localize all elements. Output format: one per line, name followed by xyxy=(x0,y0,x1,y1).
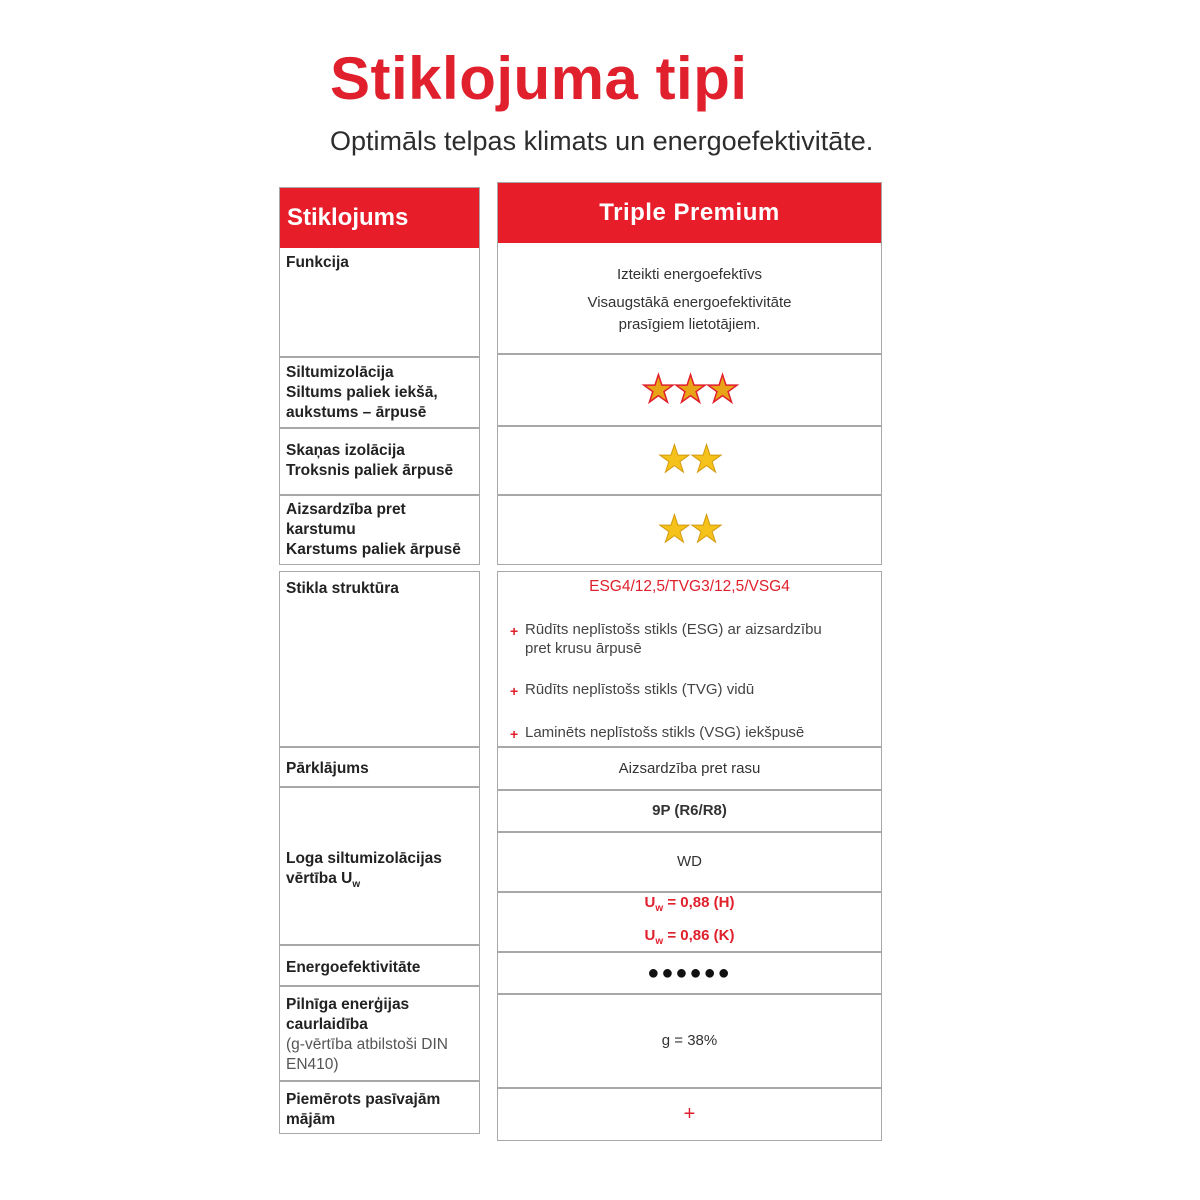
star-rating-icon: ★★★ xyxy=(641,369,738,411)
left-table-bottom xyxy=(279,571,480,1134)
list-item: + Rūdīts neplīstošs stikls (TVG) vidū xyxy=(510,681,755,699)
plus-icon: + xyxy=(683,1103,696,1125)
right-header-label: Triple Premium xyxy=(599,199,780,226)
struktura-value xyxy=(498,572,881,746)
row-label-funkcija: Funkcija xyxy=(286,254,349,271)
karstums-rating xyxy=(498,496,881,564)
caurlaidiba-value: g = 38% xyxy=(661,1032,718,1049)
right-table-bottom xyxy=(497,571,882,1141)
uw-profile: 9P (R6/R8) xyxy=(652,802,727,819)
list-item: + Laminēts neplīstošs stikls (VSG) iekšpusē xyxy=(510,724,805,742)
uw-type: WD xyxy=(677,853,702,870)
pasivajam-value xyxy=(498,1089,881,1139)
row-label-uw: Loga siltumizolācijas vērtība $U_w$ xyxy=(286,850,442,891)
energo-rating xyxy=(498,953,881,993)
star-rating-icon: ★★ xyxy=(657,439,722,481)
row-label-parklajums: Pārklājums xyxy=(286,760,369,777)
right-header xyxy=(498,183,881,243)
glass-code: ESG4/12,5/TVG3/12,5/VSG4 xyxy=(589,578,790,595)
funkcija-value: Izteikti energoefektīvs Visaugstākā energoefektivitāte prasīgiem lietotājiem. xyxy=(587,266,792,333)
row-label-skanas: Skaņas izolācija Troksnis paliek ārpusē xyxy=(286,442,454,479)
row-label-energo: Energoefektivitāte xyxy=(286,959,421,976)
dot-rating-icon: ●●●●●● xyxy=(647,962,732,984)
page-title: Stiklojuma tipi xyxy=(330,45,748,112)
left-header xyxy=(280,188,479,248)
left-header-label: Stiklojums xyxy=(287,204,409,231)
row-label-struktura: Stikla struktūra xyxy=(286,580,399,597)
left-table-top xyxy=(279,187,480,565)
list-item: + Rūdīts neplīstošs stikls (ESG) ar aizsardzību pret krusu ārpusē xyxy=(510,621,822,657)
uw-values: $U_w = 0,88$ (H) $U_w = 0,86$ (K) xyxy=(644,894,735,947)
parklajums-value: Aizsardzība pret rasu xyxy=(618,759,761,777)
right-table-top xyxy=(497,182,882,565)
row-label-pasivajam: Piemērots pasīvajām mājām xyxy=(286,1091,441,1128)
row-label-siltumizolacija: Siltumizolācija Siltums paliek iekšā, aukstums – ārpusē xyxy=(286,364,438,421)
page-subtitle: Optimāls telpas klimats un energoefektivitāte. xyxy=(330,126,874,156)
skanas-rating xyxy=(498,427,881,493)
plus-icon: + xyxy=(510,623,519,639)
star-rating-icon: ★★ xyxy=(657,509,722,551)
plus-icon: + xyxy=(510,683,519,699)
siltumizolacija-rating xyxy=(498,355,881,425)
plus-icon: + xyxy=(510,726,519,742)
row-label-caurlaidiba: Pilnīga enerģijas caurlaidība (g-vērtība atbilstoši DIN EN410) xyxy=(286,996,448,1073)
row-label-karstums: Aizsardzība pret karstumu Karstums paliek ārpusē xyxy=(286,501,461,558)
